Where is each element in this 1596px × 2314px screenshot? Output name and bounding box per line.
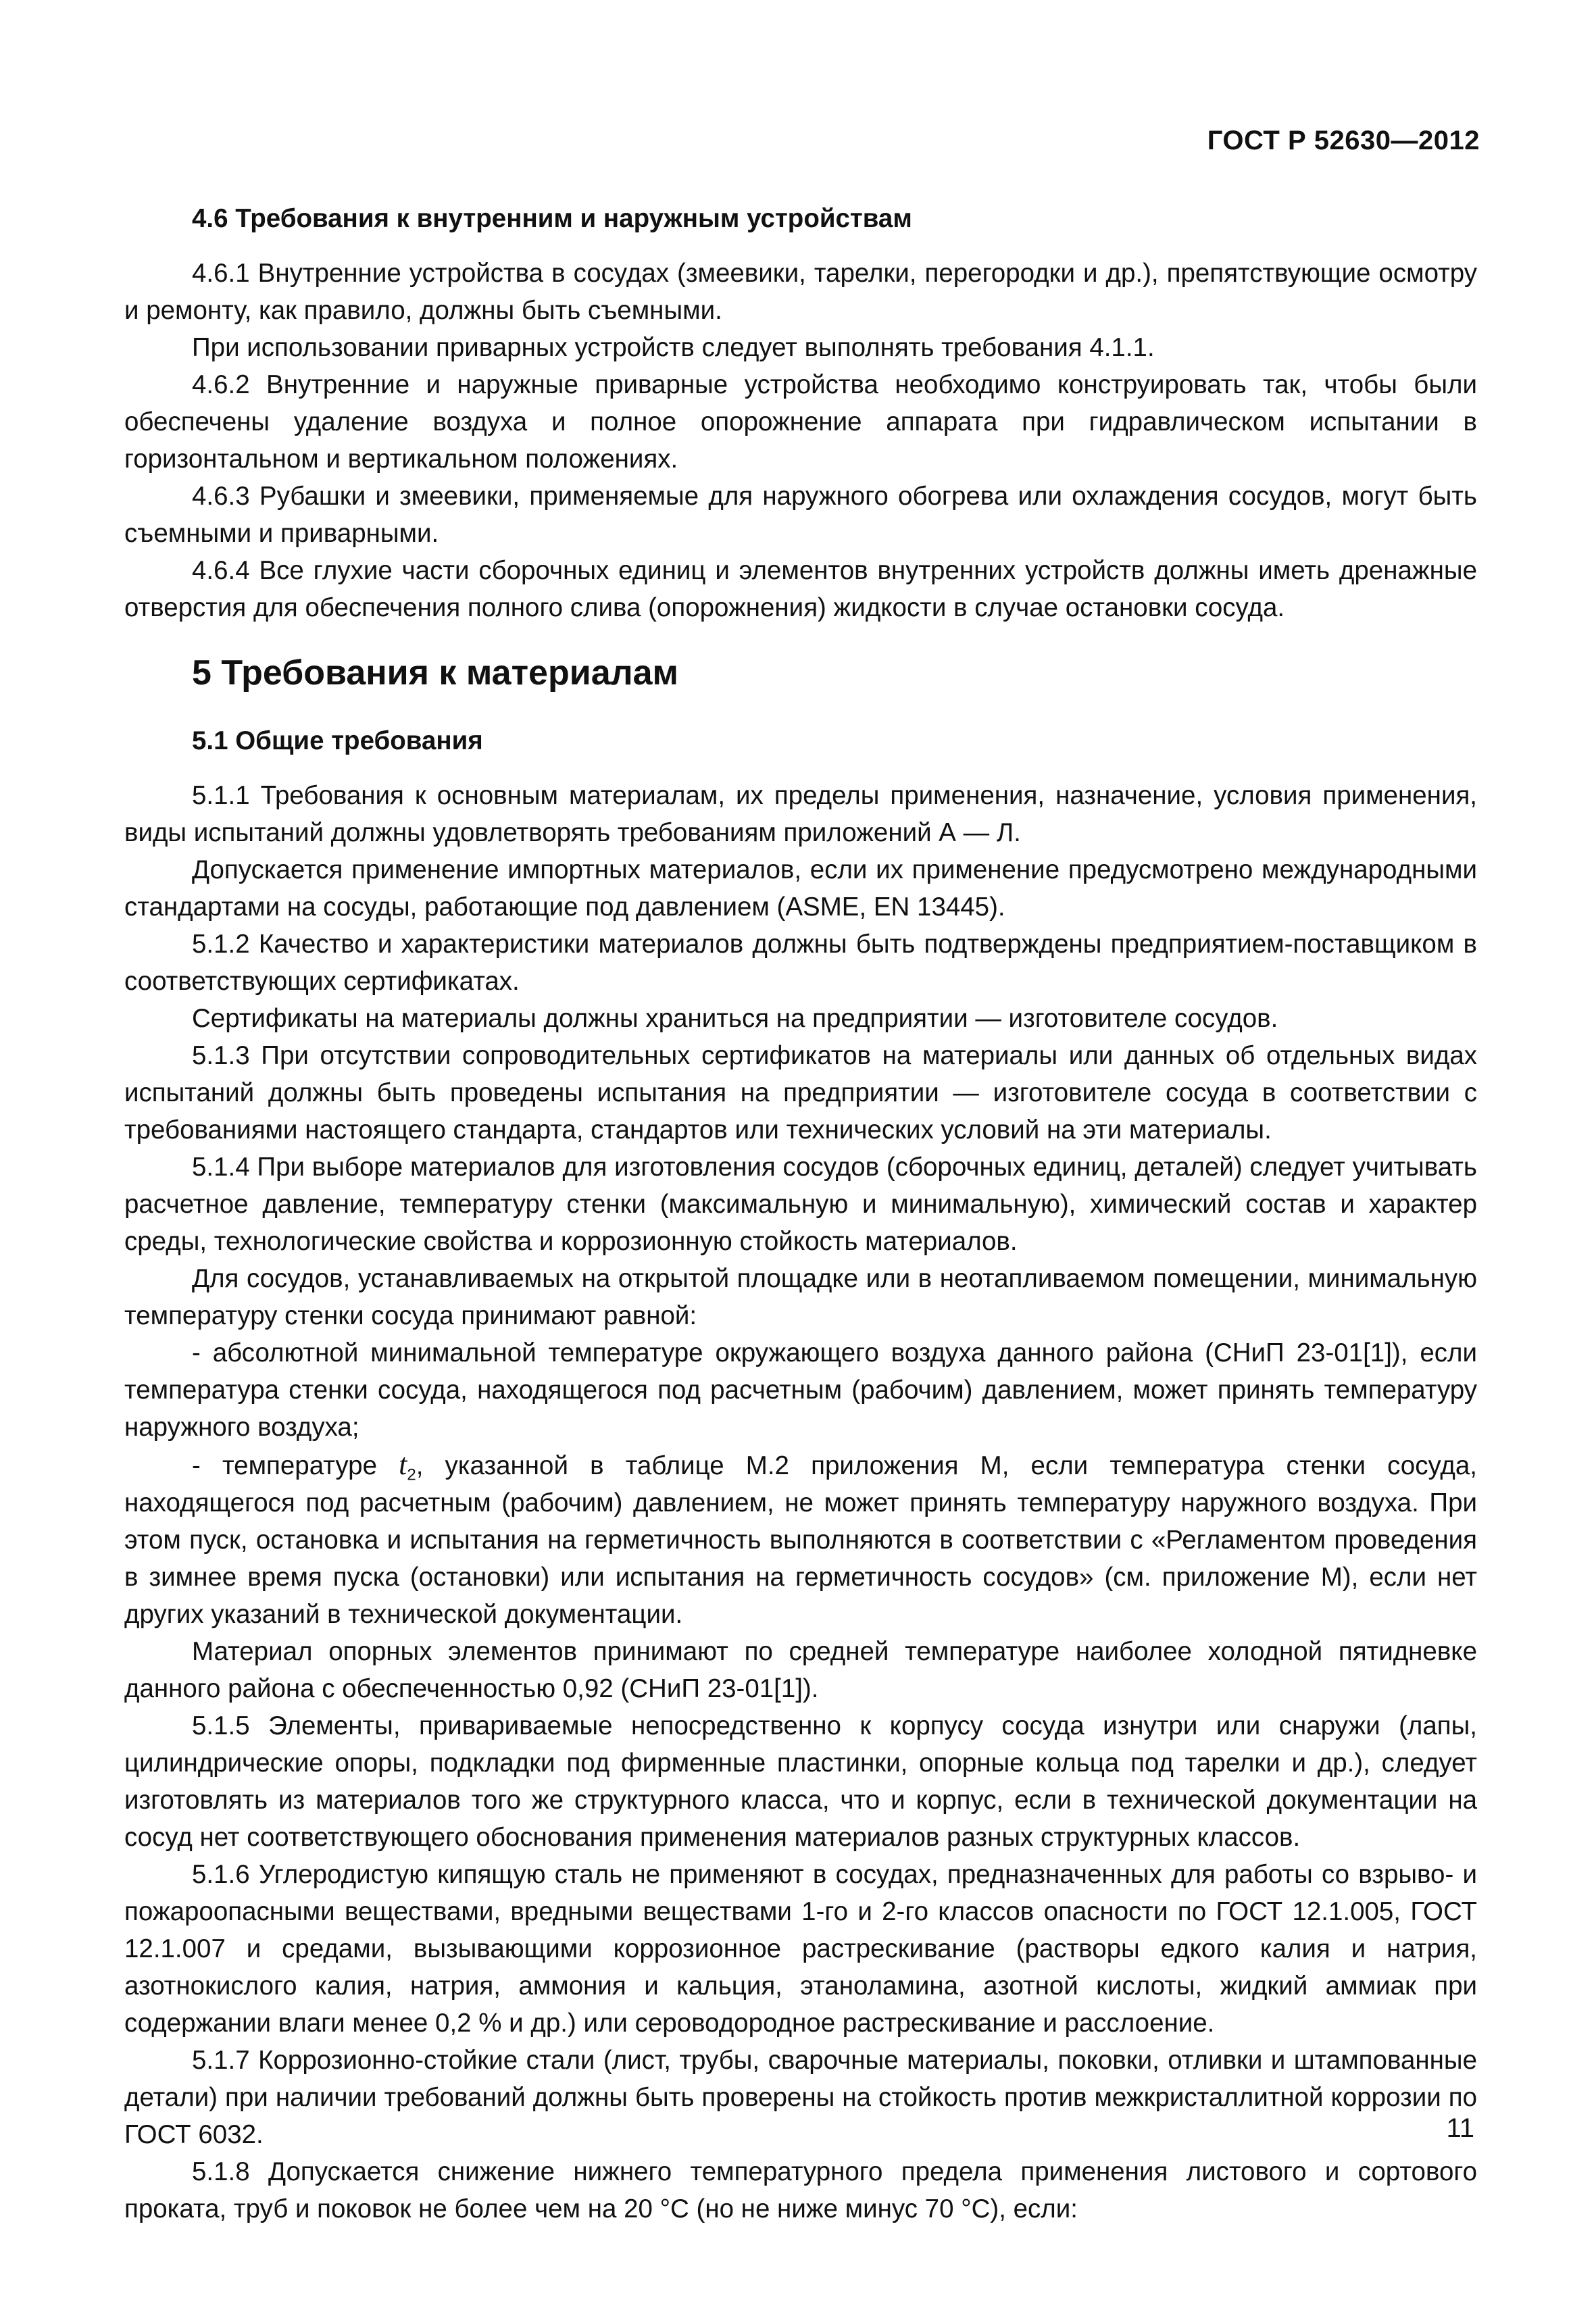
paragraph-5-1-6: 5.1.6 Углеродистую кипящую сталь не применяют в сосудах, предназначенных для работы со взрыво- и пожароопасными веществами, вредными веществами 1-го и 2-го классов опасности по ГОСТ 12.1.005, ГОСТ 12.1.007 и средами, вызывающими коррозионное растрескивание (растворы едкого калия и натрия, азотнокислого калия, натрия, аммония и кальция, этаноламина, азотной кислоты, жидкий аммиак при содержании влаги менее 0,2 % и др.) или сероводородное растрескивание и расслоение. (124, 1860, 1477, 2038)
page-body (124, 200, 1477, 2228)
text-fragment: , указанной в таблице М.2 приложения М, если температура стенки сосуда, находящегося под расчетным (рабочим) давлением, не может принять температуру наружного воздуха. При этом пуск, остановка и испытания на герметичность выполняются в соответствии с «Регламентом проведения в зимнее время пуска (остановки) или испытания на герметичность сосудов» (см. приложение М), если нет других указаний в технической документации. (124, 1451, 1477, 1629)
subsection-title-4-6: 4.6 Требования к внутренним и наружным устройствам (192, 204, 912, 233)
paragraph-4-6-2: 4.6.2 Внутренние и наружные приварные устройства необходимо конструировать так, чтобы были обеспечены удаление воздуха и полное опорожнение аппарата при гидравлическом испытании в горизонтальном и вертикальном положениях. (124, 370, 1477, 474)
paragraph-4-6-3: 4.6.3 Рубашки и змеевики, применяемые для наружного обогрева или охлаждения сосудов, могут быть съемными и приварными. (124, 482, 1477, 548)
paragraph-5-1-4: 5.1.4 При выборе материалов для изготовления сосудов (сборочных единиц, деталей) следует учитывать расчетное давление, температуру стенки (максимальную и минимальную), химический состав и характер среды, технологические свойства и коррозионную стойкость материалов. (124, 1153, 1477, 1256)
list-item: - абсолютной минимальной температуре окружающего воздуха данного района (СНиП 23-01[1]), если температура стенки сосуда, находящегося под расчетным (рабочим) давлением, может принять температуру наружного воздуха; (124, 1338, 1477, 1442)
paragraph-5-1-8: 5.1.8 Допускается снижение нижнего температурного предела применения листового и сортового проката, труб и поковок не более чем на 20 °С (но не ниже минус 70 °С), если: (124, 2157, 1477, 2223)
paragraph: Допускается применение импортных материалов, если их применение предусмотрено международными стандартами на сосуды, работающие под давлением (ASME, EN 13445). (124, 855, 1477, 922)
document-code-header: ГОСТ Р 52630—2012 (1207, 126, 1480, 155)
paragraph: Для сосудов, устанавливаемых на открытой площадке или в неотапливаемом помещении, минимальную температуру стенки сосуда принимают равной: (124, 1264, 1477, 1330)
paragraph-5-1-5: 5.1.5 Элементы, привариваемые непосредственно к корпусу сосуда изнутри или снаружи (лапы, цилиндрические опоры, подкладки под фирменные пластинки, опорные кольца под тарелки и др.), следует изготовлять из материалов того же структурного класса, что и корпус, если в технической документации на сосуд нет соответствующего обоснования применения материалов разных структурных классов. (124, 1711, 1477, 1852)
list-item (124, 1446, 1477, 1633)
paragraph-5-1-7: 5.1.7 Коррозионно-стойкие стали (лист, трубы, сварочные материалы, поковки, отливки и штампованные детали) при наличии требований должны быть проверены на стойкость против межкристаллитной коррозии по ГОСТ 6032. (124, 2046, 1477, 2149)
page-number: 11 (1446, 2113, 1474, 2143)
variable-subscript: 2 (407, 1465, 416, 1484)
paragraph-4-6-4: 4.6.4 Все глухие части сборочных единиц и элементов внутренних устройств должны иметь дренажные отверстия для обеспечения полного слива (опорожнения) жидкости в случае остановки сосуда. (124, 556, 1477, 622)
paragraph-5-1-3: 5.1.3 При отсутствии сопроводительных сертификатов на материалы или данных об отдельных видах испытаний должны быть проведены испытания на предприятии — изготовителе сосуда в соответствии с требованиями настоящего стандарта, стандартов или технических условий на эти материалы. (124, 1041, 1477, 1145)
paragraph-4-6-1: 4.6.1 Внутренние устройства в сосудах (змеевики, тарелки, перегородки и др.), препятствующие осмотру и ремонту, как правило, должны быть съемными. (124, 259, 1477, 325)
paragraph: При использовании приварных устройств следует выполнять требования 4.1.1. (192, 333, 1155, 362)
paragraph-5-1-1: 5.1.1 Требования к основным материалам, их пределы применения, назначение, условия применения, виды испытаний должны удовлетворять требованиям приложений А — Л. (124, 781, 1477, 847)
section-title-5: 5 Требования к материалам (192, 653, 679, 693)
paragraph: Сертификаты на материалы должны храниться на предприятии — изготовителе сосудов. (192, 1004, 1278, 1033)
subsection-title-5-1: 5.1 Общие требования (192, 726, 483, 755)
text-fragment: - температуре (192, 1451, 399, 1480)
paragraph-5-1-2: 5.1.2 Качество и характеристики материалов должны быть подтверждены предприятием-поставщиком в соответствующих сертификатах. (124, 930, 1477, 996)
paragraph: Материал опорных элементов принимают по средней температуре наиболее холодной пятидневке данного района с обеспеченностью 0,92 (СНиП 23-01[1]). (124, 1637, 1477, 1703)
variable-t: t (399, 1448, 407, 1481)
